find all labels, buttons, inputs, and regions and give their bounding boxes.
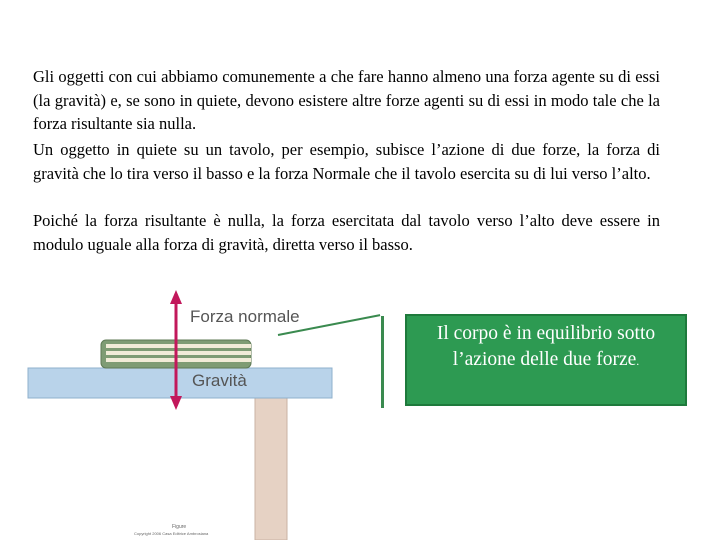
label-gravita: Gravità xyxy=(192,371,247,390)
table-top xyxy=(28,368,332,398)
callout-period: . xyxy=(636,354,640,368)
label-forza-normale: Forza normale xyxy=(190,307,300,326)
book-on-table-figure xyxy=(0,280,340,540)
table-leg xyxy=(255,398,287,540)
paragraph-gravity-intro: Gli oggetti con cui abbiamo comunemente a che fare hanno almeno una forza agente su di essi (la gravità) e, se sono in quiete, devono esistere altre forze agenti su di essi in modo tale che la forza risultante sia nulla. xyxy=(33,67,660,133)
figure-caption: Figure xyxy=(172,524,187,530)
normal-force-arrowhead xyxy=(170,290,182,304)
figure-copyright: Copyright 2006 Casa Editrice Ambrosiana xyxy=(134,531,209,536)
callout-text: Il corpo è in equilibrio sotto l’azione delle due forze xyxy=(436,323,656,370)
equilibrium-callout xyxy=(405,314,687,406)
gravity-force-arrowhead xyxy=(170,396,182,410)
callout-bracket xyxy=(381,316,384,408)
paragraph-net-force: Poiché la forza risultante è nulla, la forza esercitata dal tavolo verso l’alto deve essere in modulo uguale alla forza di gravità, diretta verso il basso. xyxy=(33,211,660,254)
paragraph-book-on-table: Un oggetto in quiete su un tavolo, per esempio, subisce l’azione di due forze, la forza di gravità che lo tira verso il basso e la forza Normale che il tavolo esercita su di lui verso l’alto. xyxy=(33,140,660,183)
